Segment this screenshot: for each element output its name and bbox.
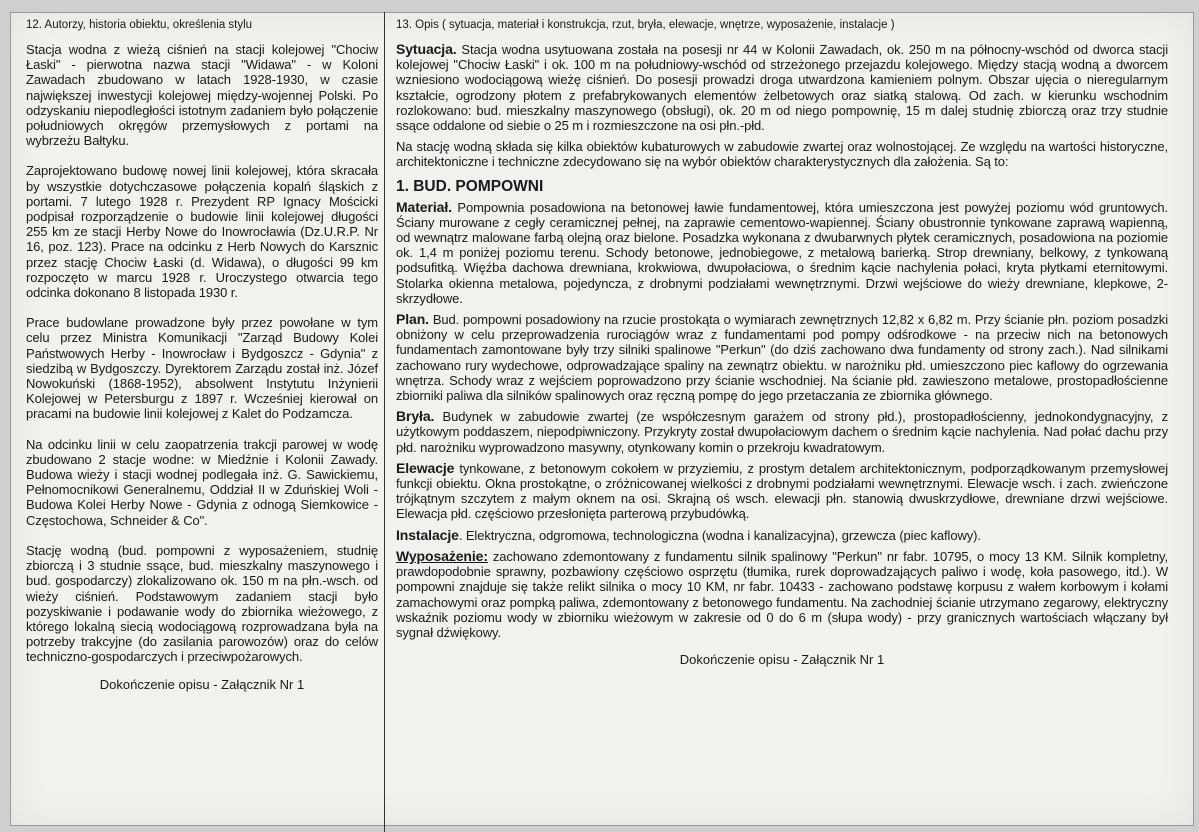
sytuacja-label: Sytuacja.: [396, 41, 457, 57]
section-12-heading: 12. Autorzy, historia obiektu, określenia stylu: [26, 19, 253, 31]
plan-text: Bud. pompowni posadowiony na rzucie prostokąta o wymiarach zewnętrznych 12,82 x 6,82 m. Przy ścianie płn. poziom posadzki obniżony w celu przeprowadzenia rurociągów wraz z fundamentami pod pompy odśrodkowe - na przeciw nich na betonowych fundamentach zamontowane były trzy silniki spalinowe "Perkun" (do dziś zachowano dwa fundamenty od strony zach.). Nad silnikami zachowano rury wydechowe, odprowadzające spaliny na zewnątrz obiektu. w narożniku płd. umieszczono piec kaflowy do ogrzewania wnętrza. Schody wraz z wejściem poprowadzono przy ścianie wschodniej. Na ścianie płd. zawieszono metalowe, prostopadłościenne zbiorniki paliwa dla silników spalinowych oraz ręczną pompę do jego przetaczania ze zbiornika głównego.: [396, 312, 1168, 404]
material-label: Materiał.: [396, 198, 452, 215]
plan-paragraph: [396, 312, 1168, 403]
plan-label: Plan.: [396, 311, 429, 328]
bryla-label: Bryła.: [396, 408, 435, 425]
history-paragraph-3: Prace budowlane prowadzone były przez powołane w tym celu przez Ministra Komunikacji "Zarząd Budowy Kolei Państwowych Herby - Inowrocław i Bydgoszcz - Gdynia" z siedzibą w Bydgoszczy. Dyrektorem Zarządu został inż. Józef Nowokuński (1868-1952), absolwent Instytutu Inżynierii Kolejowej w Petersburgu z 1897 r. Wcześniej kierował on pracami na budowie linii kolejowej z Kalet do Podzamcza.: [26, 315, 378, 422]
wyposazenie-label: Wyposażenie:: [396, 547, 488, 564]
bryla-text: Budynek w zabudowie zwartej (ze współczesnym garażem od strony płd.), prostopadłościenny, jednokondygnacyjny, z użytkowym poddaszem, niepodpiwniczony. Przykryty został dwupołaciowym dachem o średnim kącie nachylenia. Nad połać dachu przy płd. narożniku wyprowadzono masywny, otynkowany komin o przekroju kwadratowym.: [396, 409, 1168, 455]
bryla-paragraph: [396, 409, 1168, 455]
elewacje-label: Elewacje: [396, 459, 455, 476]
section-title-pompownia: 1. BUD. POMPOWNI: [396, 177, 544, 195]
right-footer-note: Dokończenie opisu - Załącznik Nr 1: [679, 652, 885, 668]
left-column: [26, 18, 378, 692]
instalacje-label: Instalacje: [396, 526, 459, 543]
left-footer-note: Dokończenie opisu - Załącznik Nr 1: [99, 676, 305, 692]
elewacje-text: tynkowane, z betonowym cokołem w przyziemiu, z prostym detalem architektonicznym, podporządkowanym przemysłowej funkcji obiektu. Okna prostokątne, o zróżnicowanej wielkości z drobnymi podziałami wewnętrznymi. Elewacje wsch. i zach. zwieńczone trójkątnym szczytem z małym oknem na osi. Skrajną oś wsch. elewacji płn. stanowią dwuskrzydłowe, drewniane drzwi wejściowe. Elewacja płd. częściowo przesłonięta parterową przybudówką.: [396, 460, 1168, 522]
history-paragraph-2: Zaprojektowano budowę nowej linii kolejowej, która skracała by wszystkie dotychczasowe połączenia kopalń śląskich z portami. 7 lutego 1928 r. Prezydent RP Ignacy Mościcki podpisał rozporządzenie o budowie linii kolejowej długości 255 km ze stacji Herby Nowe do Inowrocławia (Dz.U.R.P. Nr 16, poz. 123). Prace na odcinku z Herb Nowych do Karsznic przez stację Chociw Łaski (d. Widawa), o długości 99 km rozpoczęto w marcu 1928 r. Uroczystego otwarcia tego odcinka dokonano 8 listopada 1930 r.: [26, 163, 378, 301]
instalacje-paragraph: [396, 528, 1168, 543]
material-paragraph: [396, 200, 1168, 306]
history-paragraph-4: Na odcinku linii w celu zaopatrzenia trakcji parowej w wodę zbudowano 2 stacje wodne: w Miedźnie i Kolonii Zawady. Budowa wieży i stacji wodnej podlegała inż. G. Sawickiemu, Pełnomocnikowi Generalnemu, Oddział II w Zduńskiej Woli - Budowa Kolei Herby Nowe - Gdynia z odnogą Siemkowice - Częstochowa, Schneider & Co".: [26, 436, 378, 528]
history-paragraph-1: Stacja wodna z wieżą ciśnień na stacji kolejowej "Chociw Łaski" - pierwotna nazwa stacji "Widawa" - w Koloni Zawadach zbudowano w latach 1928-1930, w czasie największej inwestycji kolejowej między-wojennej Polski. Po odzyskaniu niepodległości istotnym zadaniem było połączenie południowych okręgów przemysłowych z portami na wybrzeżu Bałtyku.: [26, 42, 378, 149]
elewacje-paragraph: [396, 461, 1168, 522]
material-text: Pompownia posadowiona na betonowej ławie fundamentowej, która umieszczona jest powyżej poziomu wód gruntowych. Ściany murowane z cegły ceramicznej pełnej, na zaprawie cementowo-wapiennej. Ściany obustronnie tynkowane zaprawą wapienną, od wewnątrz malowane farbą olejną oraz bielone. Posadzka wykonana z dwubarwnych płytek ceramicznych, posadowiona na poziomie ok. 1,4 m poniżej poziomu terenu. Schody betonowe, jednobiegowe, z metalową barierką. Strop drewniany, belkowy, z tynkowaną podsufitką. Więźba dachowa drewniana, krokwiowa, dwupołaciowa, o średnim kącie nachylenia połaci, kryta płytkami eternitowymi. Stolarka okienna metalowa, pojedyncza, z drobnymi podziałami wewnętrznymi. Drzwi wejściowe do wieży drewniane, klepkowe, 2-skrzydłowe.: [396, 199, 1168, 306]
sytuacja-paragraph: [396, 42, 1168, 133]
right-column: [396, 18, 1168, 667]
sytuacja-text: Stacja wodna usytuowana została na posesji nr 44 w Kolonii Zawadach, ok. 250 m na północny-wschód od dworca stacji kolejowej "Chociw Łaski" i ok. 100 m na południowy-wschód od strzeżonego przejazdu kolejowego. Między stacją wodną a dworcem wzniesiono wodociągową wieżę ciśnień. Do posesji prowadzi droga utwardzona kamieniem polnym. Obszar ujęcia o nieregularnym kształcie, ogrodzony płotem z prefabrykowanych elementów żelbetowych oraz siatką stalową. Od zach. w kierunku wschodnim rozlokowano: bud. mieszkalny maszynowego (obsługi), ok. 20 m od niego pompownię, 15 m dalej studnię zbiorczą oraz trzy studnie ssące oddalone od siebie o 25 m i rozmieszczone na osi płn.-płd.: [396, 42, 1168, 134]
column-divider: [384, 12, 385, 832]
intro-paragraph: Na stację wodną składa się kilka obiektów kubaturowych w zabudowie zwartej oraz wolnostojącej. Ze względu na wartości historyczne, architektoniczne i techniczne zdecydowano się na wybór obiektów charakterystycznych dla założenia. Są to:: [396, 139, 1168, 170]
history-paragraph-5: Stację wodną (bud. pompowni z wyposażeniem, studnię zbiorczą i 3 studnie ssące, bud. mieszkalny maszynowego i bud. gospodarczy) zlokalizowano ok. 150 m na płn.-wsch. od wieży ciśnień. Podstawowym zadaniem stacji było pozyskiwanie i podawanie wody do zbiornika wieżowego, z którego lokalną siecią wodociągową rozprowadzana była na potrzeby trakcyjne (do zasilania parowozów) oraz do celów techniczno-gospodarczych i przeciwpożarowych.: [26, 542, 378, 665]
wyposazenie-text: zachowano zdemontowany z fundamentu silnik spalinowy "Perkun" nr fabr. 10795, o mocy 13 KM. Silnik kompletny, prawdopodobnie sprawny, pozbawiony częściowo osprzętu (tłumika, rurek doprowadzających paliwo i wodę, koła pasowego, itd.). W pompowni znajduje się także relikt silnika o mocy 10 KM, nr fabr. 10433 - zachowano podstawę korpusu z wałem korbowym i kołami zamachowymi oraz pompką paliwa, zdemontowany z betonowego fundamentu. Na zachodniej ścianie utrzymano zegarowy, elektryczny wskaźnik poziomu wody w zbiorniku wieżowym w zakresie od 0 do 6 m (słupa wody) - przy granicznych wartościach włączany był sygnał dźwiękowy.: [396, 548, 1168, 640]
section-13-heading: 13. Opis ( sytuacja, materiał i konstrukcja, rzut, bryła, elewacje, wnętrze, wyposażenie, instalacje ): [396, 19, 895, 31]
instalacje-text: . Elektryczna, odgromowa, technologiczna (wodna i kanalizacyjna), grzewcza (piec kaflowy).: [458, 527, 981, 543]
wyposazenie-paragraph: [396, 549, 1168, 640]
